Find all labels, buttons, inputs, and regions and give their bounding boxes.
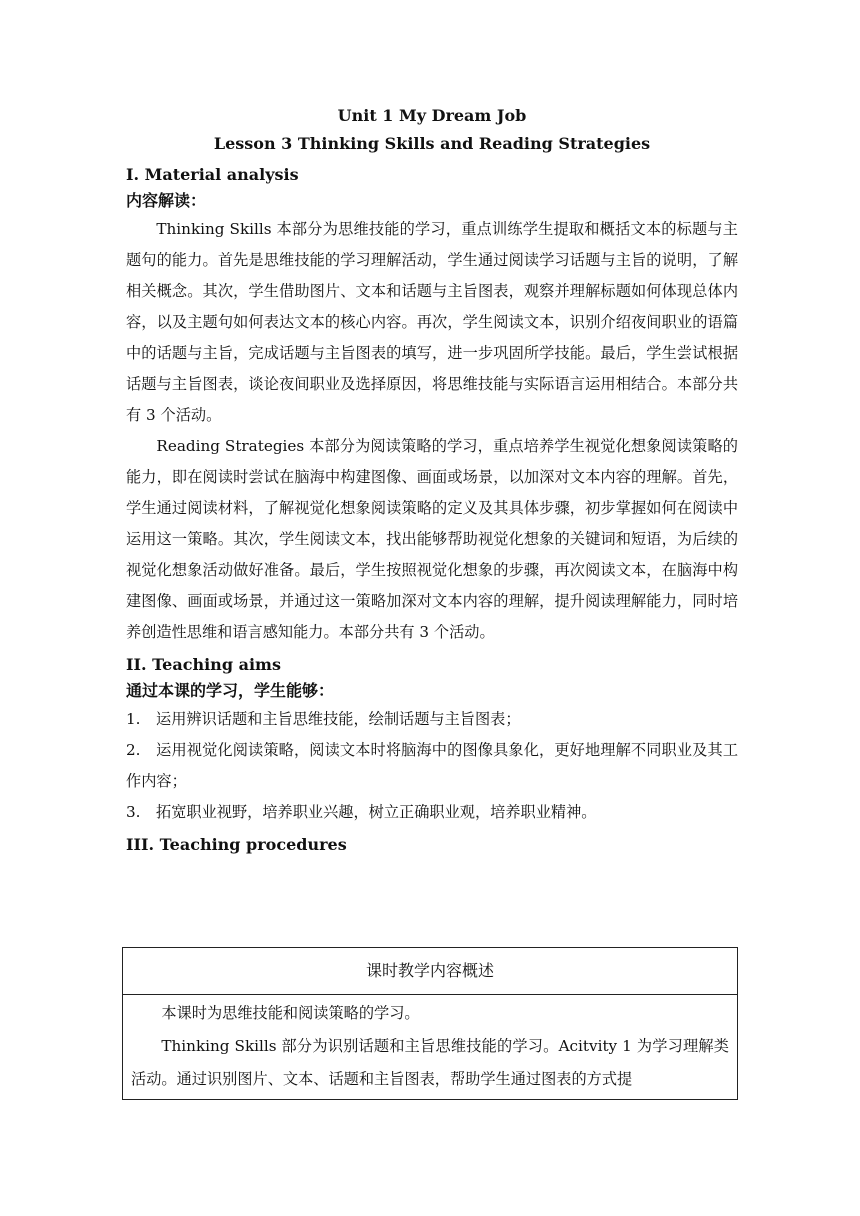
lesson-title: Lesson 3 Thinking Skills and Reading Strategies	[213, 134, 651, 153]
aim-text: 运用视觉化阅读策略，阅读文本时将脑海中的图像具象化，更好地理解不同职业及其工作内容；	[126, 741, 738, 790]
procedures-table	[122, 947, 738, 1100]
table-header-cell: 课时教学内容概述	[123, 948, 737, 995]
aim-item	[126, 797, 738, 828]
unit-title: Unit 1 My Dream Job	[337, 106, 527, 125]
table-paragraph-thinking-skills: Thinking Skills 部分为识别话题和主旨思维技能的学习。Acitvity 1 为学习理解类活动。通过识别图片、文本、话题和主旨图表，帮助学生通过图表的方式提	[131, 1037, 729, 1088]
section-subheading-aims-intro: 通过本课的学习，学生能够：	[126, 681, 335, 700]
aim-item	[126, 704, 738, 735]
document-content	[126, 102, 738, 858]
aim-text: 拓宽职业视野，培养职业兴趣，树立正确职业观，培养职业精神。	[156, 803, 597, 821]
aim-item	[126, 735, 738, 797]
table-body-cell	[123, 995, 737, 1099]
section-heading-teaching-procedures: III. Teaching procedures	[126, 835, 347, 854]
aim-number: 3.	[126, 803, 141, 821]
section-heading-material-analysis: I. Material analysis	[126, 165, 299, 184]
section-heading-teaching-aims: II. Teaching aims	[126, 655, 281, 674]
aim-text: 运用辨识话题和主旨思维技能，绘制话题与主旨图表；	[156, 710, 521, 728]
aim-number: 1.	[126, 710, 141, 728]
paragraph-thinking-skills: Thinking Skills 本部分为思维技能的学习，重点训练学生提取和概括文本的标题与主题句的能力。首先是思维技能的学习理解活动，学生通过阅读学习话题与主旨的说明，了解相关概念。其次，学生借助图片、文本和话题与主旨图表，观察并理解标题如何体现总体内容，以及主题句如何表达文本的核心内容。再次，学生阅读文本，识别介绍夜间职业的语篇中的话题与主旨，完成话题与主旨图表的填写，进一步巩固所学技能。最后，学生尝试根据话题与主旨图表，谈论夜间职业及选择原因，将思维技能与实际语言运用相结合。本部分共有 3 个活动。	[126, 220, 738, 424]
table-paragraph-intro: 本课时为思维技能和阅读策略的学习。	[161, 1004, 420, 1022]
section-subheading-content-interpretation: 内容解读：	[126, 191, 207, 210]
paragraph-reading-strategies: Reading Strategies 本部分为阅读策略的学习，重点培养学生视觉化想象阅读策略的能力，即在阅读时尝试在脑海中构建图像、画面或场景，以加深对文本内容的理解。首先，学生通过阅读材料，了解视觉化想象阅读策略的定义及其具体步骤，初步掌握如何在阅读中运用这一策略。其次，学生阅读文本，找出能够帮助视觉化想象的关键词和短语，为后续的视觉化想象活动做好准备。最后，学生按照视觉化想象的步骤，再次阅读文本，在脑海中构建图像、画面或场景，并通过这一策略加深对文本内容的理解，提升阅读理解能力，同时培养创造性思维和语言感知能力。本部分共有 3 个活动。	[126, 437, 738, 641]
aim-number: 2.	[126, 741, 141, 759]
